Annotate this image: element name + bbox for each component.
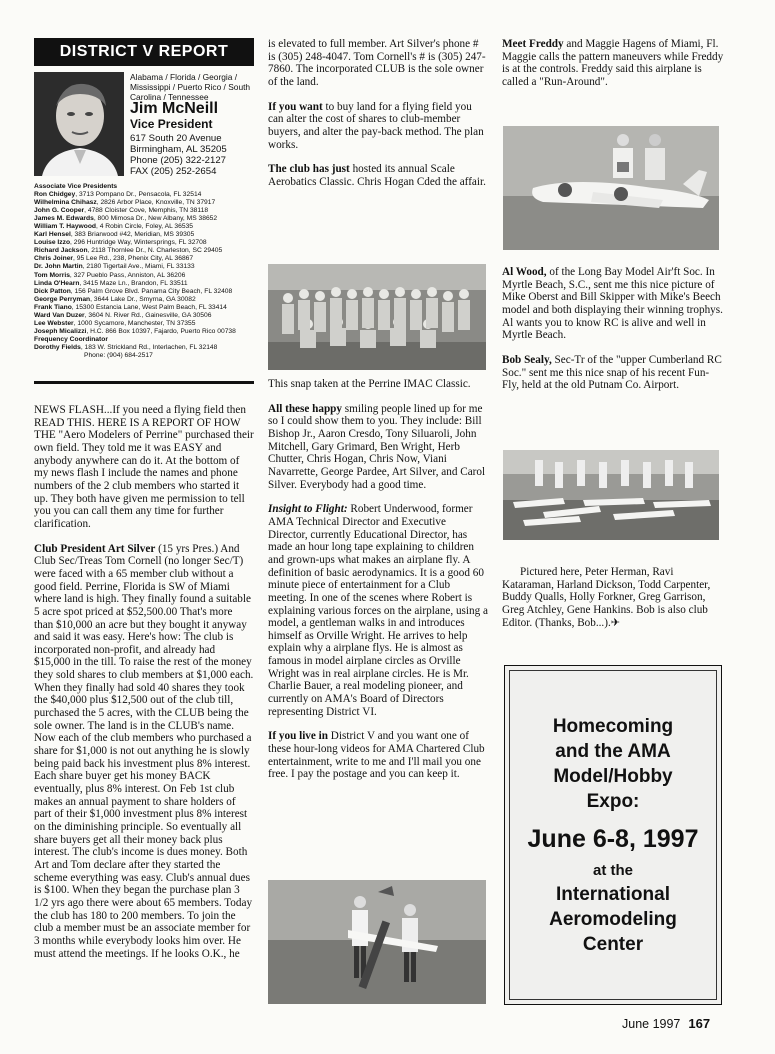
- ad-line-3: Model/Hobby: [553, 765, 673, 787]
- associate-row: [34, 296, 256, 304]
- associate-name: Wilhelmina Chihasz: [34, 199, 97, 207]
- bob-sealy-body: Sec-Tr of the "upper Cumberland RC Soc." sent me this nice snap of his recent Fun-Fly, held at the old Putnam Co. Airport.: [502, 353, 722, 392]
- associate-row: [34, 191, 256, 199]
- associate-name: Frank Tiano: [34, 303, 72, 311]
- associate-address: , 1000 Sycamore, Manchester, TN 37355: [73, 319, 196, 327]
- issue-date: June 1997: [622, 1017, 681, 1031]
- ad-line-1: Homecoming: [552, 715, 674, 737]
- column-2-text-bottom: [268, 378, 488, 793]
- ad-line-5: at the: [592, 861, 633, 879]
- if-you-live-body: District V and you want one of these hour-long videos for AMA Chartered Club entertainment, write to me and I'll mail you one free. I pay the postage and you can keep it.: [268, 730, 485, 781]
- club-president-lead: Club President Art Silver: [34, 542, 156, 555]
- associate-address: , 95 Lee Rd., 238, Phenix City, AL 36867: [73, 255, 194, 263]
- insight-to-flight-lead: Insight to Flight:: [268, 503, 348, 516]
- associate-name: Lee Webster: [34, 319, 74, 327]
- meet-freddy-body: and Maggie Hagens of Miami, Fl. Maggie calls the pattern maneuvers while Freddy is at the controls. Freddy said this airplane is called a "Run-Around".: [502, 38, 724, 88]
- associate-address: , H.C. 866 Box 10397, Fajardo, Puerto Rico 00738: [86, 327, 236, 335]
- ad-line-6: International: [555, 883, 670, 905]
- page-number: 167: [688, 1016, 711, 1031]
- col2-para-1: is elevated to full member. Art Silver's phone # is (305) 248-4047. Tom Cornell's # is (305) 247-7860. The incorporated CLUB is the sole owner of the land.: [268, 38, 486, 88]
- associate-address: , 3604 N. River Rd., Gainesville, GA 30506: [84, 311, 212, 319]
- al-wood-lead: Al Wood,: [502, 266, 547, 278]
- col3-para-2: [502, 266, 724, 342]
- section-divider: [34, 381, 254, 384]
- col2-para-5: [268, 503, 488, 718]
- district-states: Alabama / Florida / Georgia / Mississippi / Puerto Rico / South Carolina / Tennessee: [130, 72, 251, 102]
- associate-row: [34, 280, 256, 288]
- associate-name: Ron Chidgey: [34, 191, 76, 199]
- col3-para-4: Pictured here, Peter Herman, Ravi Kataraman, Harland Dickson, Todd Carpenter, Buddy Qualls, Holly Forkner, Greg Garrison, Greg Atchley, Gene Hankins. Bob is also club Editor. (Thanks, Bob...).✈: [502, 566, 711, 629]
- associate-row: [34, 247, 256, 255]
- col3-para-3: [502, 354, 724, 392]
- beech-photo-image: [503, 126, 719, 250]
- club-president-body: (15 yrs Pres.) And Club Sec/Treas Tom Cornell (no longer Sec/T) were faced with a 65 member club without a good field. Perrine, Florida is SW of Miami where land is high. They finally found a suitable 5 acre spot priced at $52,500.00 That's more than $10,000 an acre but they bought it anyway and said it was easy. Here's how: The club is incorporated non-profit, and already had $15,000 in the till. To raise the rest of the money they sold shares to club members at $1,000 each. When they finally had sold 40 shares they took the $40,000 plus $12,500 out of the club till, purchased the 5 acres, with the CLUB being the sole owner. The land is in the CLUB's name. Now each of the club members who purchased a share for $1,000 is not out anything he is slowly being paid back his investment plus 8% interest. Each share buyer get his money BACK eventually, plus 8% interest. On Feb 1st club makes an annual payment to share holders of part of their $1,000 investment plus 8% interest on the diminishing principle. So eventually all share buyers get all their money back plus interest. The club's income is dues money. Both Art and Tom declare after they started the scheme everything was easy. Club's annual dues is $100. When they began the purchase plan 3 1/2 yrs ago there were about 65 members. Today the club has 180 to 200 members. To join the club a member must be an associate member for 3 months while everybody looks him over. He must attend the meetings. If he looks O.K., he: [34, 542, 254, 960]
- district-report-header: DISTRICT V REPORT: [34, 38, 254, 66]
- homecoming-expo-ad-inner: [509, 670, 717, 1000]
- ad-line-2: and the AMA: [555, 740, 671, 762]
- associate-address: , 2118 Thornlee Dr., N. Charleston, SC 29405: [87, 247, 223, 255]
- associate-address: , 296 Huntridge Way, Wintersprings, FL 32708: [70, 239, 207, 247]
- associate-name: Joseph Micalizzi: [34, 327, 87, 335]
- news-flash-lead: NEWS FLASH...: [34, 404, 113, 416]
- club-has-just-body: hosted its annual Scale Aerobatics Classic. Chris Hogan Cded the affair.: [268, 163, 486, 188]
- frequency-coordinator-heading: Frequency Coordinator: [34, 335, 108, 343]
- associate-row: [34, 207, 256, 215]
- associate-name: Richard Jackson: [34, 247, 88, 255]
- associate-name: Tom Morris: [34, 271, 70, 279]
- associate-address: , 3415 Maze Ln., Brandon, FL 33511: [79, 279, 188, 287]
- column-1-text: [34, 404, 254, 972]
- news-flash-body: If you need a flying field then READ THIS. HERE IS A REPORT OF HOW THE "Aero Modelers of Perrine" purchased their own field. They told me it was EASY and anybody anywhere can do it. At the bottom of my news flash I include the names and phone numbers of the 2 club members who started it up. They both have given me permission to tell you you can call them any time for further clarification.: [34, 404, 254, 530]
- ad-date: June 6-8, 1997: [527, 824, 699, 853]
- ad-line-7: Aeromodeling: [549, 908, 677, 930]
- beech-model-photo: [503, 126, 719, 250]
- fun-fly-photo: [503, 450, 719, 540]
- vp-fax: FAX (205) 252-2654: [130, 166, 217, 177]
- all-these-happy-lead: All these happy: [268, 402, 342, 415]
- insight-to-flight-body: Robert Underwood, former AMA Technical Director and Executive Director, currently Educational Director, has made an hour long tape explaining to children and grown-ups what makes an airplane fly. A definition of basic aerodynamics. It is a good 60 minute piece of entertainment for a Club meeting. In one of the scenes where Robert is explaining various forces on the airplane, using a model, a gentleman walks in and introduces himself as Orville Wright. He arrives to help explain why a airplane flys. He is almost as famous in model airplane circles as Orville Wright was in real airplane circles. He is Mr. Charlie Bauer, a real modeling pioneer, and currently on AMA's Board of Directors representing District VI.: [268, 503, 488, 718]
- associate-row: [34, 320, 256, 328]
- associate-name: Ward Van Duzer: [34, 311, 85, 319]
- al-wood-body: of the Long Bay Model Air'ft Soc. In Myrtle Beach, S.C., sent me this nice picture of Mike Oberst and Bill Skipper with Mike's Beech model and both displaying their winning trophys. Al wants you to know RC is alive and well in Myrtle Beach.: [502, 266, 723, 342]
- vp-contact: [130, 133, 227, 177]
- associate-name: Karl Hensel: [34, 231, 71, 239]
- associate-address: , 327 Pueblo Pass, Anniston, AL 36206: [69, 271, 186, 279]
- associate-name: Dick Patton: [34, 287, 71, 295]
- associate-address: , 15300 Estancia Lane, West Palm Beach, FL 33414: [71, 303, 227, 311]
- pilots-photo-image: [268, 880, 486, 1004]
- coordinator-phone: Phone: (904) 684-2517: [84, 351, 153, 359]
- frequency-coordinator: [34, 344, 256, 352]
- vp-address-line1: 617 South 20 Avenue: [130, 133, 222, 144]
- associate-row: [34, 223, 256, 231]
- associate-row: [34, 215, 256, 223]
- if-you-want-lead: If you want: [268, 100, 323, 113]
- associate-row: [34, 199, 256, 207]
- if-you-want-body: to buy land for a flying field you can alter the cost of shares to club-member buyers, and alter the pay-back method. The plan works.: [268, 100, 484, 151]
- column-3-text-bottom: [502, 566, 724, 641]
- all-these-happy-body: smiling people lined up for me so I could show them to you. They include: Bill Bishop Jr., Aaron Cresdo, Tony Siluaroli, John Mitchell, Gary Grimard, Ben Wright, Herb Chutter, Chris Hogan, Chris Now, Viani Navarrette, George Pardee, Art Silver, and Carol Silver. Everybody had a good time.: [268, 402, 486, 491]
- vp-title: Vice President: [130, 117, 213, 131]
- associate-name: Linda O'Hearn: [34, 279, 80, 287]
- col2-para-6: [268, 730, 488, 781]
- associate-address: , 3644 Lake Dr., Smyrna, GA 30082: [90, 295, 196, 303]
- col2-para-3: [268, 163, 488, 188]
- vp-address-line2: Birmingham, AL 35205: [130, 144, 227, 155]
- fun-fly-photo-image: [503, 450, 719, 540]
- coordinator-address: , 183 W. Strickland Rd., Interlachen, FL 32148: [80, 343, 218, 351]
- associate-items: [34, 191, 256, 336]
- ad-line-4: Expo:: [586, 790, 640, 812]
- col3-para-1: [502, 38, 724, 89]
- club-has-just-lead: The club has just: [268, 163, 350, 176]
- associate-name: John G. Cooper: [34, 207, 85, 215]
- associate-row: [34, 328, 256, 336]
- associate-row: [34, 231, 256, 239]
- pilots-with-plane-photo: [268, 880, 486, 1004]
- associate-name: Chris Joiner: [34, 255, 74, 263]
- imac-group-photo: [268, 264, 486, 370]
- associate-row: [34, 239, 256, 247]
- group-photo-image: [268, 264, 486, 370]
- associate-address: , 4 Robin Circle, Foley, AL 36535: [96, 223, 194, 231]
- associate-row: [34, 288, 256, 296]
- col2-para-2: [268, 101, 488, 152]
- associate-vp-list: [34, 183, 256, 360]
- associate-address: , 4788 Cloister Cove, Memphis, TN 38118: [84, 207, 209, 215]
- associate-address: , 156 Palm Grove Blvd. Panama City Beach, FL 32408: [70, 287, 233, 295]
- column-2-text-top: [268, 38, 488, 201]
- col2-para-4: [268, 403, 488, 492]
- club-president-paragraph: [34, 543, 254, 961]
- associate-name: Dr. John Martin: [34, 263, 83, 271]
- associate-row: [34, 263, 256, 271]
- associate-address: , 383 Briarwood #42, Meridian, MS 39305: [70, 231, 195, 239]
- column-3-text-top: [502, 38, 724, 101]
- associate-address: , 800 Mimosa Dr., New Albany, MS 38652: [93, 215, 218, 223]
- associate-name: George Perryman: [34, 295, 91, 303]
- column-3-text-middle: [502, 266, 724, 404]
- associate-row: [34, 255, 256, 263]
- associate-address: , 2180 Tigertail Ave., Miami, FL 33133: [82, 263, 195, 271]
- bob-sealy-lead: Bob Sealy,: [502, 353, 552, 366]
- associate-name: James M. Edwards: [34, 215, 94, 223]
- associate-row: [34, 304, 256, 312]
- associate-heading: Associate Vice Presidents: [34, 183, 118, 190]
- news-flash-paragraph: [34, 404, 254, 531]
- vp-name: Jim McNeill: [130, 100, 219, 117]
- associate-row: [34, 272, 256, 280]
- coordinator-name: Dorothy Fields: [34, 343, 81, 351]
- homecoming-expo-ad: [504, 665, 722, 1005]
- associate-row: [34, 312, 256, 320]
- associate-name: William T. Haywood: [34, 223, 96, 231]
- ad-line-8: Center: [582, 933, 644, 955]
- photo-caption-imac: This snap taken at the Perrine IMAC Classic.: [268, 378, 471, 390]
- associate-name: Louise Izzo: [34, 239, 71, 247]
- meet-freddy-lead: Meet Freddy: [502, 38, 564, 50]
- portrait-photo: [34, 72, 124, 176]
- associate-address: , 2826 Arbor Place, Knoxville, TN 37917: [96, 199, 216, 207]
- associate-address: , 3713 Pompano Dr., Pensacola, FL 32514: [75, 191, 202, 199]
- vp-phone: Phone (205) 322-2127: [130, 155, 227, 166]
- vp-portrait: [34, 72, 124, 176]
- page-footer: [622, 1016, 710, 1031]
- if-you-live-lead: If you live in: [268, 730, 328, 743]
